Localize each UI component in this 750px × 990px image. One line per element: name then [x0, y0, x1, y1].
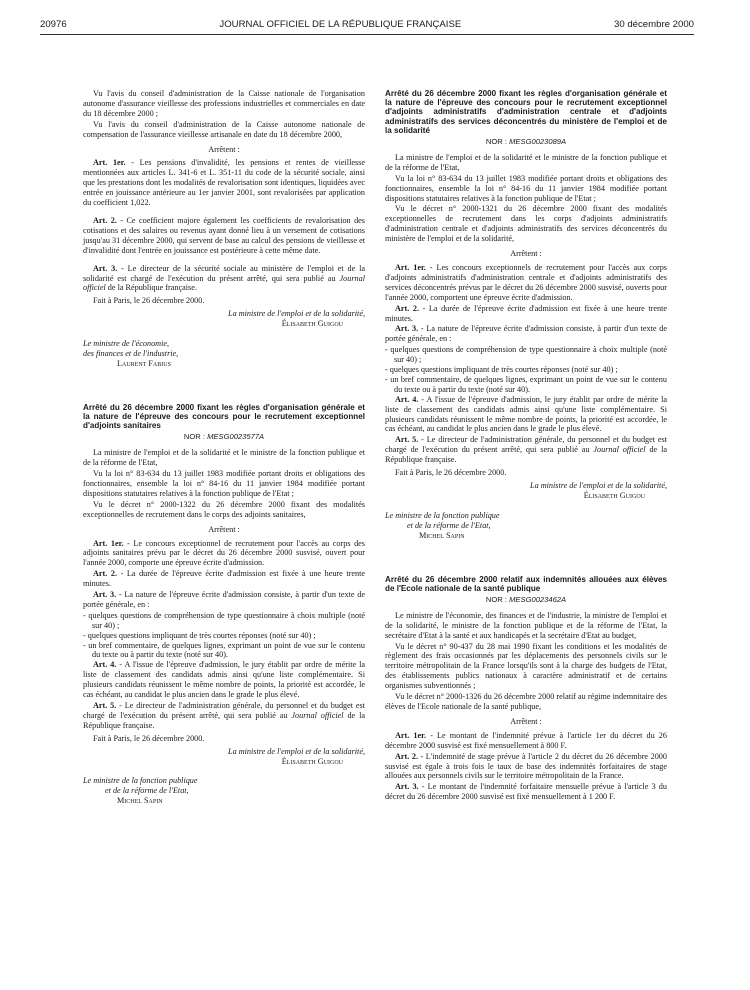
visa-paragraph: Vu le décret n° 2000-1326 du 26 décembre 2000 relatif au régime indemnitaire des élèves de l'Ecole nationale de la santé publique, [385, 692, 667, 712]
article-label: Art. 2. [395, 303, 420, 313]
arretent-heading: Arrêtent : [510, 249, 542, 259]
signatory-name: Michel Sapin [117, 796, 163, 806]
article-4: Art. 4. - A l'issue de l'épreuve d'admission, le jury établit par ordre de mérite la liste de classement des candidats admis ainsi qu'une liste complémentaire. Si plusieurs candidats réunissent le même nombre de points, la priorité est accordée, le cas échéant, au candidat le plus ancien dans le grade le plus élevé. [385, 394, 667, 434]
list-item: - un bref commentaire, de quelques lignes, exprimant un point de vue sur le contenu du texte ou à partir du texte (noté sur 40). [385, 374, 667, 394]
nor-reference: NOR : MESG0023462A [485, 594, 567, 604]
signatory-title: Le ministre de la fonction publique [385, 510, 500, 520]
article-label: Art. 2. [93, 215, 117, 225]
article-3: Art. 3. - La nature de l'épreuve écrite d'admission consiste, à partir d'un texte de portée générale, en : [83, 590, 366, 609]
article-3: Art. 3. - Le directeur de la sécurité sociale au ministère de l'emploi et de la solidarité est chargé de l'exécution du présent arrêté, qui sera publié au Journal officiel de la République française. [83, 263, 365, 293]
article-2: Art. 2. - L'indemnité de stage prévue à l'article 2 du décret du 26 décembre 2000 susvisé est égale à trois fois le taux de base des indemnités forfaitaires de stage allouées aux personnels civils sur le territoire métropolitain de la France. [385, 751, 667, 781]
article-label: Art. 5. [395, 435, 419, 445]
list-item: - quelques questions impliquant de très courtes réponses (noté sur 40) ; [83, 630, 316, 640]
article-label: Art. 3. [93, 590, 117, 600]
signatory-name: Élisabeth Guigou [583, 490, 645, 500]
visa-paragraph: Vu l'avis du conseil d'administration de la Caisse autonome nationale de compensation de l'assurance vieillesse artisanale en date du 18 décembre 2000, [83, 119, 365, 139]
spacer [83, 257, 365, 264]
article-2: Art. 2. - La durée de l'épreuve écrite d'admission est fixée à une heure trente minutes. [83, 569, 365, 589]
article-2: Art. 2. - La durée de l'épreuve écrite d'admission est fixée à une heure trente minutes. [385, 303, 667, 323]
arretent-heading: Arrêtent : [510, 716, 542, 726]
signatory-title: et de la réforme de l'Etat, [407, 520, 491, 530]
signatory-title: des finances et de l'industrie, [83, 348, 179, 358]
signatory-title: La ministre de l'emploi et de la solidarité, [228, 746, 365, 756]
signatory-name: Élisabeth Guigou [281, 756, 343, 766]
list-item: - quelques questions impliquant de très courtes réponses (noté sur 40) ; [385, 365, 618, 375]
visa-paragraph: Vu le décret n° 2000-1321 du 26 décembre 2000 fixant des modalités exceptionnelles de recrutement dans les corps d'adjoints administratifs d'administration centrale et d'adjoints administratifs des services déconcentrés du ministère de l'emploi et de la solidarité, [385, 204, 667, 244]
left-column [83, 89, 365, 818]
article-label: Art. 1er. [395, 262, 426, 272]
exam-components-list [83, 611, 365, 661]
article-label: Art. 1er. [395, 730, 427, 740]
article-3: Art. 3. - La nature de l'épreuve écrite d'admission consiste, à partir d'un texte de portée générale, en : [385, 324, 668, 344]
preamble-paragraph: Le ministre de l'économie, des finances et de l'industrie, la ministre de l'emploi et de la solidarité, le ministre de la fonction publique et de la réforme de l'Etat, la secrétaire d'Etat à la santé et aux handicapés et la secrétaire d'Etat au budget, [385, 610, 667, 640]
article-1: Art. 1er. - Le concours exceptionnel de recrutement pour l'accès au corps des adjoints sanitaires prévu par le décret du 26 décembre 2000 susvisé, ouvert pour l'année 2000, comporte une épreuve écrite d'admission. [83, 538, 365, 568]
visa-paragraph: Vu l'avis du conseil d'administration de la Caisse nationale de l'organisation autonome d'assurance vieillesse des professions industrielles et commerciales en date du 18 décembre 2000 ; [83, 89, 365, 118]
article-label: Art. 3. [93, 263, 118, 273]
list-item: - un bref commentaire, de quelques lignes, exprimant un point de vue sur le contenu du texte ou à partir du texte (noté sur 40). [83, 640, 365, 660]
signature-date: Fait à Paris, le 26 décembre 2000. [93, 733, 205, 743]
visa-paragraph: Vu le décret n° 90-437 du 28 mai 1990 fixant les conditions et les modalités de règlement des frais occasionnés par les déplacements des personnels civils sur le territoire métropolitain de la France lorsqu'ils sont à la charge des budgets de l'Etat, des établissements publics nationaux à caractère administratif et de certains organismes subventionnés ; [385, 641, 667, 691]
article-label: Art. 4. [93, 660, 117, 670]
article-label: Art. 1er. [93, 158, 126, 168]
preamble-paragraph: La ministre de l'emploi et de la solidarité et le ministre de la fonction publique et de la réforme de l'Etat, [83, 448, 365, 468]
signatory-name: Laurent Fabius [117, 358, 171, 368]
spacer [83, 381, 365, 403]
signature-date: Fait à Paris, le 26 décembre 2000. [395, 468, 507, 478]
article-1: Art. 1er. - Le montant de l'indemnité prévue à l'article 1er du décret du 26 décembre 2000 susvisé est fixé mensuellement à 800 F. [385, 730, 667, 750]
article-label: Art. 3. [395, 782, 419, 792]
page-number: 20976 [40, 18, 67, 30]
page-header [40, 14, 694, 35]
spacer [385, 553, 667, 575]
article-label: Art. 5. [93, 701, 117, 711]
article-3: Art. 3. - Le montant de l'indemnité forfaitaire mensuelle prévue à l'article 3 du décret du 26 décembre 2000 susvisé est fixé mensuellement à 1 200 F. [385, 782, 667, 802]
article-label: Art. 2. [395, 751, 418, 761]
signature-block [83, 776, 365, 806]
article-label: Art. 1er. [93, 538, 124, 548]
signatory-title: La ministre de l'emploi et de la solidarité, [530, 481, 667, 491]
visa-paragraph: Vu la loi n° 83-634 du 13 juillet 1983 modifiée portant droits et obligations des fonctionnaires, ensemble la loi n° 84-16 du 11 janvier 1984 modifiée portant dispositions statutaires relatives à la fonction publique de l'Etat ; [385, 173, 667, 203]
arretent-heading: Arrêtent : [208, 524, 240, 534]
signature-date: Fait à Paris, le 26 décembre 2000. [93, 296, 205, 306]
nor-reference: NOR : MESG0023089A [485, 137, 567, 147]
decree-title: Arrêté du 26 décembre 2000 fixant les règles d'organisation générale et la nature de l'épreuve des concours pour le recrutement exceptionnel d'adjoints administratifs d'administration centrale et d'adjoints administratifs des services déconcentrés du ministère de l'emploi et de la solidarité [385, 89, 667, 135]
nor-reference: NOR : MESG0023577A [183, 432, 265, 442]
article-label: Art. 3. [395, 324, 419, 334]
journal-title: JOURNAL OFFICIEL DE LA RÉPUBLIQUE FRANÇAISE [219, 18, 462, 30]
right-column [385, 89, 667, 803]
article-2: Art. 2. - Ce coefficient majore également les coefficients de revalorisation des cotisations et des salaires ou revenus ayant donné lieu à un versement de cotisations jusqu'au 31 décembre 2000, qui servent de base au calcul des pensions de vieillesse et d'invalidité dont l'entrée en jouissance est postérieure à cette même date. [83, 215, 365, 255]
signatory-name: Michel Sapin [419, 530, 465, 540]
visa-paragraph: Vu la loi n° 83-634 du 13 juillet 1983 modifiée portant droits et obligations des fonctionnaires, ensemble la loi n° 84-16 du 11 janvier 1984 modifiée portant dispositions statutaires relatives à la fonction publique de l'Etat ; [83, 469, 365, 498]
signatory-title: Le ministre de la fonction publique [83, 776, 198, 786]
signatory-title: Le ministre de l'économie, [83, 339, 170, 349]
article-label: Art. 2. [93, 569, 118, 579]
signatory-title: La ministre de l'emploi et de la solidarité, [228, 309, 365, 319]
preamble-paragraph: La ministre de l'emploi et de la solidarité et le ministre de la fonction publique et de la réforme de l'Etat, [385, 152, 667, 172]
signatory-name: Élisabeth Guigou [281, 319, 343, 329]
arretent-heading: Arrêtent : [208, 144, 240, 154]
decree-title: Arrêté du 26 décembre 2000 relatif aux indemnités allouées aux élèves de l'Ecole nationale de la santé publique [385, 574, 667, 593]
visa-paragraph: Vu le décret n° 2000-1322 du 26 décembre 2000 fixant des modalités exceptionnelles de recrutement dans le corps des adjoints sanitaires, [83, 499, 365, 519]
list-item: - quelques questions de compréhension de type questionnaire à choix multiple (noté sur 40) ; [385, 345, 667, 365]
spacer [83, 209, 365, 216]
list-item: - quelques questions de compréhension de type questionnaire à choix multiple (noté sur 40) ; [83, 610, 365, 630]
article-4: Art. 4. - A l'issue de l'épreuve d'admission, le jury établit par ordre de mérite la liste de classement des candidats admis ainsi qu'une liste complémentaire. Si plusieurs candidats réunissent le même nombre de points, la priorité est accordée, le cas échéant, au candidat le plus ancien dans le grade le plus élevé. [83, 660, 365, 700]
signatory-title: et de la réforme de l'Etat, [105, 786, 189, 796]
decree-title: Arrêté du 26 décembre 2000 fixant les règles d'organisation générale et la nature de l'épreuve des concours pour le recrutement exceptionnel d'adjoints sanitaires [83, 402, 365, 431]
issue-date: 30 décembre 2000 [613, 18, 694, 30]
article-5: Art. 5. - Le directeur de l'administration générale, du personnel et du budget est chargé de l'exécution du présent arrêté, qui sera publié au Journal officiel de la République française. [83, 701, 365, 730]
signature-block [83, 339, 365, 369]
article-1: Art. 1er. - Les concours exceptionnels de recrutement pour l'accès aux corps d'adjoints administratifs d'administration centrale et d'adjoints administratifs des services déconcentrés prévus par le décret du 26 décembre 2000 susvisé, ouverts pour l'année 2000, comportent une épreuve écrite d'admission. [385, 262, 667, 302]
exam-components-list [385, 345, 667, 395]
article-label: Art. 4. [395, 394, 419, 404]
article-5: Art. 5. - Le directeur de l'administration générale, du personnel et du budget est chargé de l'exécution du présent arrêté, qui sera publié au Journal officiel de la République française. [385, 435, 667, 465]
signature-block [385, 511, 667, 541]
article-1: Art. 1er. - Les pensions d'invalidité, les pensions et rentes de vieillesse mentionnées aux articles L. 341-6 et L. 351-11 du code de la sécurité sociale, ainsi que les prestations dont les modalités de revalorisation sont identiques, liquidées avec entrée en jouissance antérieure au 1er janvier 2001, sont revalorisées par application du coefficient 1,022. [83, 158, 365, 208]
